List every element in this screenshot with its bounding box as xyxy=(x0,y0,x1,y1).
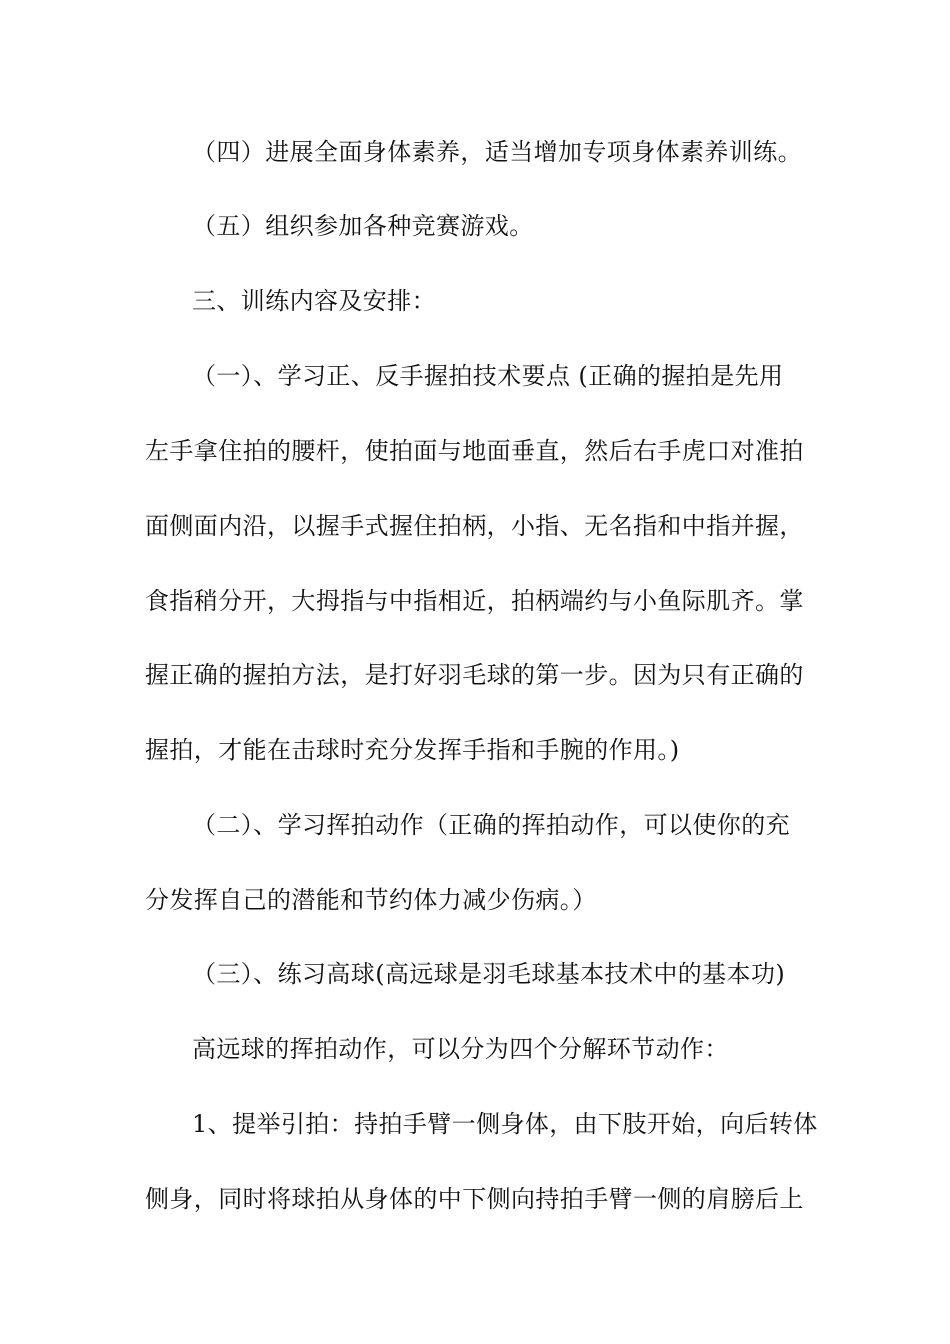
paragraph-high-clear-intro: 高远球的挥拍动作，可以分为四个分解环节动作： xyxy=(192,1035,729,1063)
paragraph-swing-line-1: （二）、学习挥拍动作（正确的挥拍动作，可以使你的充 xyxy=(192,811,790,839)
paragraph-high-clear-heading: （三）、练习高球(高远球是羽毛球基本技术中的基本功) xyxy=(192,960,786,988)
paragraph-swing-line-2: 分发挥自己的潜能和节约体力减少伤病。） xyxy=(145,886,597,914)
paragraph-grip-line-6: 握拍，才能在击球时充分发挥手指和手腕的作用。) xyxy=(145,736,680,764)
paragraph-grip-line-2: 左手拿住拍的腰杆，使拍面与地面垂直，然后右手虎口对准拍 xyxy=(145,437,804,465)
paragraph-step-1-line-2: 侧身，同时将球拍从身体的中下侧向持拍手臂一侧的肩膀后上 xyxy=(145,1185,804,1213)
paragraph-grip-line-3: 面侧面内沿，以握手式握住拍柄，小指、无名指和中指并握， xyxy=(145,512,804,540)
section-heading-training-content: 三、训练内容及安排： xyxy=(192,287,436,315)
paragraph-step-1-line-1: 1、提举引拍：持拍手臂一侧身体，由下肢开始，向后转体 xyxy=(192,1110,818,1138)
paragraph-grip-line-1: （一）、学习正、反手握拍技术要点 (正确的握拍是先用 xyxy=(192,362,784,390)
paragraph-line-4-development: （四）进展全面身体素养，适当增加专项身体素养训练。 xyxy=(192,138,802,166)
paragraph-grip-line-4: 食指稍分开，大拇指与中指相近，拍柄端约与小鱼际肌齐。掌 xyxy=(145,587,804,615)
paragraph-line-5-competition: （五）组织参加各种竞赛游戏。 xyxy=(192,212,534,240)
paragraph-grip-line-5: 握正确的握拍方法，是打好羽毛球的第一步。因为只有正确的 xyxy=(145,661,804,689)
